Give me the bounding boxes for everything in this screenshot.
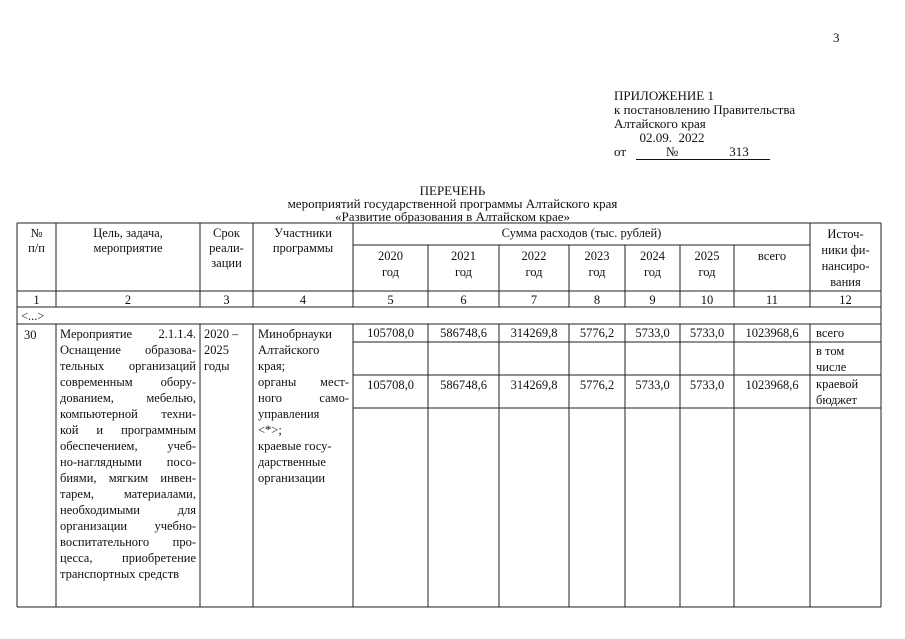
- header-year-2024: [625, 248, 680, 280]
- column-number: 4: [299, 293, 307, 307]
- source-regional-label: [816, 376, 858, 408]
- header-sources-line: Источ-: [827, 227, 864, 241]
- header-goal: [56, 226, 200, 256]
- total-2022: 314269,8: [510, 326, 558, 340]
- header-year-value: 2025: [694, 249, 720, 263]
- header-year-value: 2020: [378, 249, 403, 263]
- total-all: 1023968,6: [745, 326, 799, 340]
- heading-title: ПЕРЕЧЕНЬ: [419, 183, 486, 198]
- header-year-unit: год: [698, 265, 716, 279]
- decree-year-number-label: 2022 №: [665, 130, 705, 159]
- header-year-unit: год: [381, 265, 400, 279]
- page-number: 3: [833, 30, 840, 45]
- participant-line: Минобрнауки: [258, 327, 332, 341]
- header-sum: Сумма расходов (тыс. рублей): [501, 226, 662, 240]
- header-participants: [253, 226, 353, 256]
- term-line: годы: [204, 359, 230, 373]
- participant-line: дарственные: [258, 455, 326, 469]
- header-year-value: 2024: [640, 249, 665, 263]
- goal-line: необходимыми для: [60, 503, 196, 517]
- column-number: 11: [765, 293, 779, 307]
- source-total-label: всего: [816, 326, 845, 340]
- row-goal: [60, 326, 196, 582]
- goal-line: тарем, материалами,: [60, 487, 196, 501]
- header-year-2022: [499, 248, 569, 280]
- source-incl-label: [816, 343, 846, 375]
- column-number: 5: [387, 293, 394, 307]
- participant-line: органы мест-: [258, 375, 349, 389]
- source-regional-line: бюджет: [816, 393, 857, 407]
- goal-line: биями, мягким инвен-: [60, 471, 196, 485]
- decree-date: [636, 131, 708, 160]
- goal-line: современным обору-: [60, 375, 196, 389]
- appendix-block: [614, 89, 795, 160]
- header-goal-line: мероприятие: [93, 241, 163, 255]
- source-regional-line: краевой: [816, 377, 859, 391]
- header-sources-line: ники фи-: [821, 243, 870, 257]
- goal-line: организации учебно-: [60, 519, 196, 533]
- regional-2021: 586748,6: [440, 378, 487, 392]
- term-line: 2020 –: [204, 327, 239, 341]
- goal-line: обеспечением, учеб-: [60, 439, 196, 453]
- header-sources-line: нансиро-: [821, 259, 870, 273]
- column-number: 8: [593, 293, 601, 307]
- total-2021: 586748,6: [440, 326, 487, 340]
- source-incl-line: числе: [816, 360, 847, 374]
- row-term: [204, 326, 250, 374]
- total-2024: 5733,0: [635, 326, 670, 340]
- row-participants: [258, 326, 349, 486]
- header-year-unit: год: [525, 265, 543, 279]
- goal-line: кой и программным: [60, 423, 196, 437]
- term-line: 2025: [204, 343, 229, 357]
- column-number: 7: [530, 293, 538, 307]
- header-term-line: Срок: [213, 226, 240, 240]
- regional-2023: 5776,2: [579, 378, 615, 392]
- header-year-2023: [569, 248, 625, 280]
- header-participants-line: Участники: [274, 226, 332, 240]
- header-year-value: 2022: [521, 249, 547, 263]
- row-number: 30: [24, 328, 37, 342]
- heading-program-name: «Развитие образования в Алтайском крае»: [334, 209, 571, 224]
- goal-line: дованием, мебелью,: [60, 391, 196, 405]
- total-2020: 105708,0: [367, 326, 414, 340]
- goal-line: цесса, приобретение: [60, 551, 196, 565]
- column-number: 2: [124, 293, 132, 307]
- header-num-line: п/п: [28, 241, 45, 255]
- header-year-2025: [680, 248, 734, 280]
- skip-row-marker: <...>: [21, 309, 45, 323]
- appendix-date-line: [614, 131, 795, 160]
- header-year-value: 2021: [451, 249, 476, 263]
- header-term-line: реали-: [209, 241, 244, 255]
- header-year-value: 2023: [584, 249, 610, 263]
- goal-line: транспортных средств: [60, 567, 180, 581]
- goal-line: компьютерной техни-: [60, 407, 196, 421]
- column-number: 9: [649, 293, 656, 307]
- total-2023: 5776,2: [579, 326, 615, 340]
- header-term-line: зации: [211, 256, 242, 270]
- header-num: [17, 226, 56, 256]
- header-goal-line: Цель, задача,: [93, 226, 163, 240]
- source-incl-line: в том: [816, 344, 845, 358]
- header-year-unit: год: [643, 265, 662, 279]
- regional-2020: 105708,0: [367, 378, 414, 392]
- goal-line: воспитательного про-: [60, 535, 196, 549]
- participant-line: Алтайского: [258, 343, 320, 357]
- regional-2025: 5733,0: [689, 378, 725, 392]
- column-number: 6: [460, 293, 467, 307]
- participant-line: управления: [258, 407, 320, 421]
- appendix-line-2: к постановлению Правительства: [614, 102, 796, 117]
- header-num-line: №: [30, 226, 43, 240]
- header-year-2020: [353, 248, 428, 280]
- goal-line: Мероприятие 2.1.1.4.: [60, 327, 196, 341]
- participant-line: краевые госу-: [258, 439, 332, 453]
- header-term: [200, 226, 253, 271]
- appendix-line-3: Алтайского края: [614, 116, 706, 131]
- header-sources-line: вания: [830, 275, 861, 289]
- column-number: 3: [223, 293, 230, 307]
- participant-line: ного само-: [258, 391, 349, 405]
- header-participants-line: программы: [272, 241, 334, 255]
- participant-line: <*>;: [258, 423, 282, 437]
- decree-date-value: 02.09.: [639, 130, 673, 145]
- total-2025: 5733,0: [689, 326, 725, 340]
- decree-number: 313: [708, 145, 770, 160]
- header-year-unit: год: [454, 265, 473, 279]
- goal-line: но-наглядными посо-: [60, 455, 196, 469]
- regional-all: 1023968,6: [745, 378, 799, 392]
- appendix-title: ПРИЛОЖЕНИЕ 1: [614, 88, 714, 103]
- goal-line: Оснащение образова-: [60, 343, 196, 357]
- header-total: всего: [757, 249, 787, 263]
- participant-line: края;: [258, 359, 286, 373]
- column-number: 10: [700, 293, 714, 307]
- from-label: от: [614, 144, 627, 159]
- header-year-unit: год: [588, 265, 606, 279]
- column-number: 12: [839, 293, 852, 307]
- column-number: 1: [33, 293, 40, 307]
- regional-2022: 314269,8: [510, 378, 558, 392]
- goal-line: тельных организаций: [60, 359, 196, 373]
- regional-2024: 5733,0: [635, 378, 670, 392]
- header-year-2021: [428, 248, 499, 280]
- header-sources: [810, 226, 881, 290]
- participant-line: организации: [258, 471, 326, 485]
- heading-subtitle: мероприятий государственной программы Алтайского края: [287, 196, 618, 211]
